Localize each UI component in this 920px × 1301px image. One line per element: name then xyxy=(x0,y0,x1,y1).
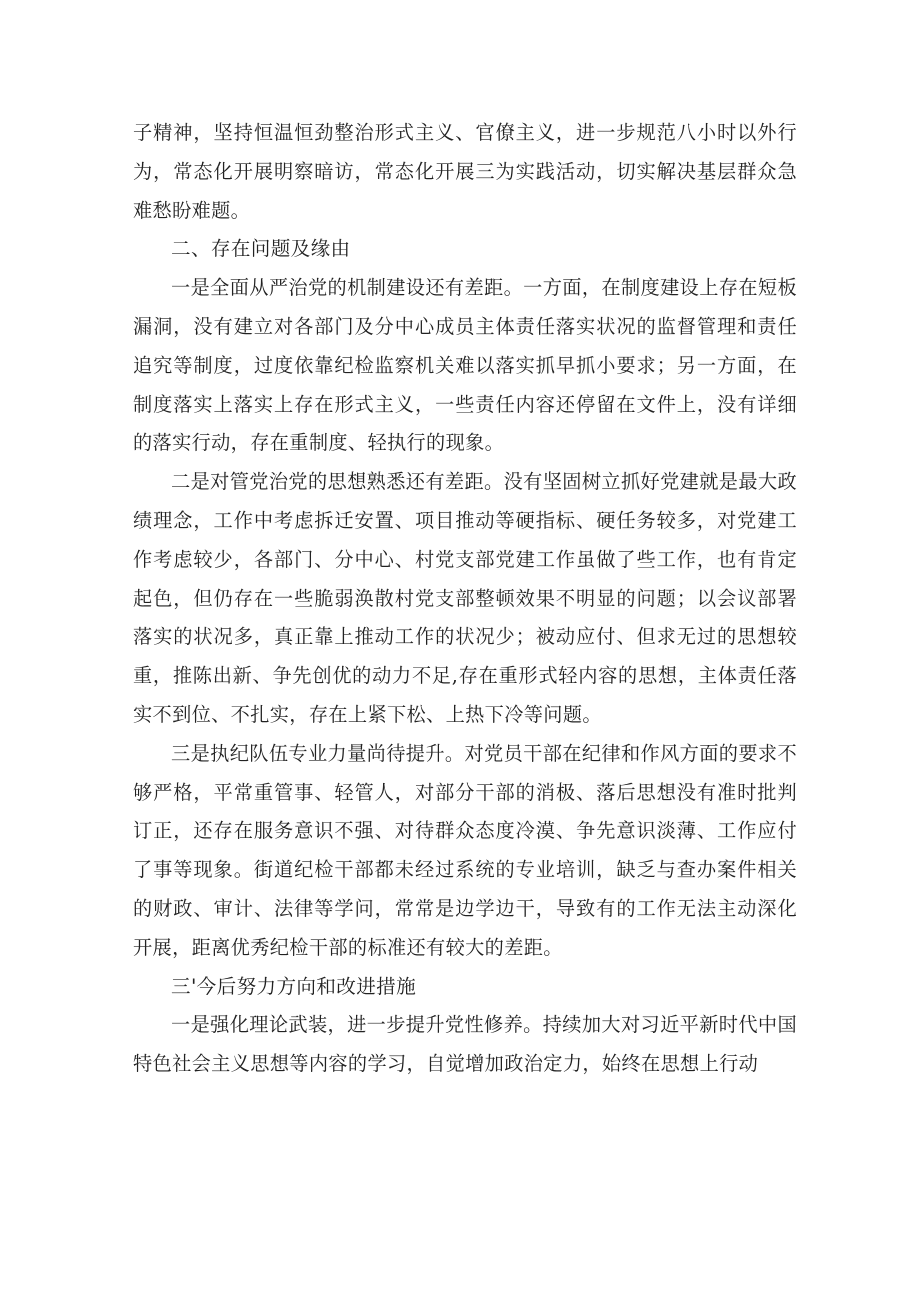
paragraph-theory-study: 一是强化理论武装，进一步提升党性修养。持续加大对习近平新时代中国特色社会主义思想等内容的学习，自觉增加政治定力，始终在思想上行动 xyxy=(133,1013,797,1076)
document-body xyxy=(133,114,797,1084)
paragraph-team-capacity: 三是执纪队伍专业力量尚待提升。对党员干部在纪律和作风方面的要求不够严格，平常重管事、轻管人，对部分干部的消极、落后思想没有准时批判订正，还存在服务意识不强、对待群众态度冷漠、争先意识淡薄、工作应付了事等现象。街道纪检干部都未经过系统的专业培训，缺乏与查办案件相关的财政、审计、法律等学问，常常是边学边干，导致有的工作无法主动深化开展，距离优秀纪检干部的标准还有较大的差距。 xyxy=(133,741,797,959)
paragraph-mechanism-gap: 一是全面从严治党的机制建设还有差距。一方面，在制度建设上存在短板漏洞，没有建立对各部门及分中心成员主体责任落实状况的监督管理和责任追究等制度，过度依靠纪检监察机关难以落实抓早抓小要求；另一方面，在制度落实上落实上存在形式主义，一些责任内容还停留在文件上，没有详细的落实行动，存在重制度、轻执行的现象。 xyxy=(133,276,797,455)
paragraph-continuation: 子精神，坚持恒温恒劲整治形式主义、官僚主义，进一步规范八小时以外行为，常态化开展明察暗访，常态化开展三为实践活动，切实解决基层群众急难愁盼难题。 xyxy=(133,121,797,222)
paragraph-thinking-gap: 二是对管党治党的思想熟悉还有差距。没有坚固树立抓好党建就是最大政绩理念，工作中考虑拆迁安置、项目推动等硬指标、硬任务较多，对党建工作考虑较少，各部门、分中心、村党支部党建工作虽做了些工作，也有肯定起色，但仍存在一些脆弱涣散村党支部整顿效果不明显的问题；以会议部署落实的状况多，真正靠上推动工作的状况少；被动应付、但求无过的思想较重，推陈出新、争先创优的动力不足,存在重形式轻内容的思想，主体责任落实不到位、不扎实，存在上紧下松、上热下冷等问题。 xyxy=(133,470,797,726)
section-heading-problems: 二、存在问题及缘由 xyxy=(171,237,351,261)
section-heading-measures: 三'今后努力方向和改进措施 xyxy=(171,974,417,998)
